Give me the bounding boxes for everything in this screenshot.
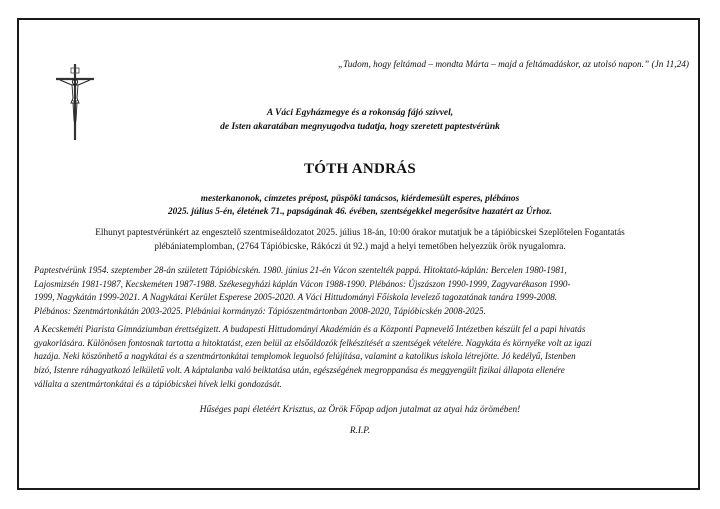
career-line: 1999, Nagykátán 1999-2021. A Nagykátai Kerület Esperese 2005-2020. A Váci Hittudományi Főiskola levelező tagozatának tanára 1999-2008.	[34, 292, 558, 303]
intro-line: A Váci Egyházmegye és a rokonság fájó szívvel,	[266, 108, 454, 118]
bio-line: A Kecskeméti Piarista Gimnáziumban érettségizett. A budapesti Hittudományi Akadémián és a Központi Papnevelő Intézetben készült fel a papi hivatás	[34, 324, 586, 334]
bio-line: hazája. Neki köszönhető a nagykátai és a szentmártonkátai templomok leguolsó felújítása, valamint a katolikus iskola létrejötte. Jó kedélyű, Istenben	[34, 351, 576, 362]
titles-block	[0, 193, 720, 219]
funeral-line: Elhunyt paptestvérünkért az engesztelő szentmiseáldozatot 2025. július 18-án, 10:00 órakor mutatjuk be a tápióbicskei Szeplőtelen Fogantatás	[95, 228, 625, 238]
bio-line: bízó, Istenre ráhagyatkozó lelkületű volt. A káptalanba való beiktatása után, egészségének megroppanása és meggyengült fizikai állapota ellenére	[34, 365, 565, 376]
titles-line: mesterkanonok, címzetes prépost, püspöki tanácsos, kiérdemesült esperes, plébános	[200, 194, 520, 204]
death-date-line: 2025. július 5-én, életének 71., papságának 46. évében, szentségekkel megerősítve hazatért az Úrhoz.	[168, 207, 552, 217]
career-line: Plébános: Szentmártonkátán 2003-2025. Plébániai kormányzó: Tápiószentmártonban 2008-2020, Tápióbicskén 2008-2025.	[34, 305, 486, 316]
biography-paragraph	[34, 323, 686, 392]
funeral-line: plébániatemplomban, (2764 Tápióbicske, Rákóczi út 92.) majd a helyi temetőben helyezzük örök nyugalomra.	[154, 241, 566, 252]
bible-quote: „Tudom, hogy feltámad – mondta Márta – majd a feltámadáskor, az utolsó napon.” (Jn 11,24)	[337, 60, 689, 70]
funeral-info	[34, 227, 686, 254]
closing-blessing: Hűséges papi életéért Krisztus, az Örök Főpap adjon jutalmat az atyai ház örömében!	[199, 405, 521, 415]
rip-text: R.I.P.	[349, 426, 371, 436]
career-line: Paptestvérünk 1954. szeptember 28-án született Tápióbicskén. 1980. június 21-én Vácon szentelték pappá. Hitoktató-káplán: Bercelen 1980-1981,	[34, 265, 567, 275]
deceased-name: TÓTH ANDRÁS	[303, 161, 417, 177]
announcement-intro	[0, 106, 720, 134]
bio-line: gyakorlására. Különösen fontosnak tartotta a hitoktatást, ezen belül az elsőáldozók felkészítését a szentségek vételére. Nagykáta és környéke volt az igazi	[34, 337, 592, 348]
intro-line: de Isten akaratában megnyugodva tudatja, hogy szeretett paptestvérünk	[220, 122, 500, 132]
career-line: Lajosmizsén 1981-1987, Kecskeméten 1987-1988. Székesegyházi káplán Vácon 1988-1990. Plébános: Újszászon 1990-1999, Zagyvarékason 1990-	[34, 278, 571, 289]
career-paragraph	[34, 264, 686, 318]
bio-line: vállalta a szentmártonkátai és a tápióbicskei hívek lelki gondozását.	[34, 378, 282, 389]
